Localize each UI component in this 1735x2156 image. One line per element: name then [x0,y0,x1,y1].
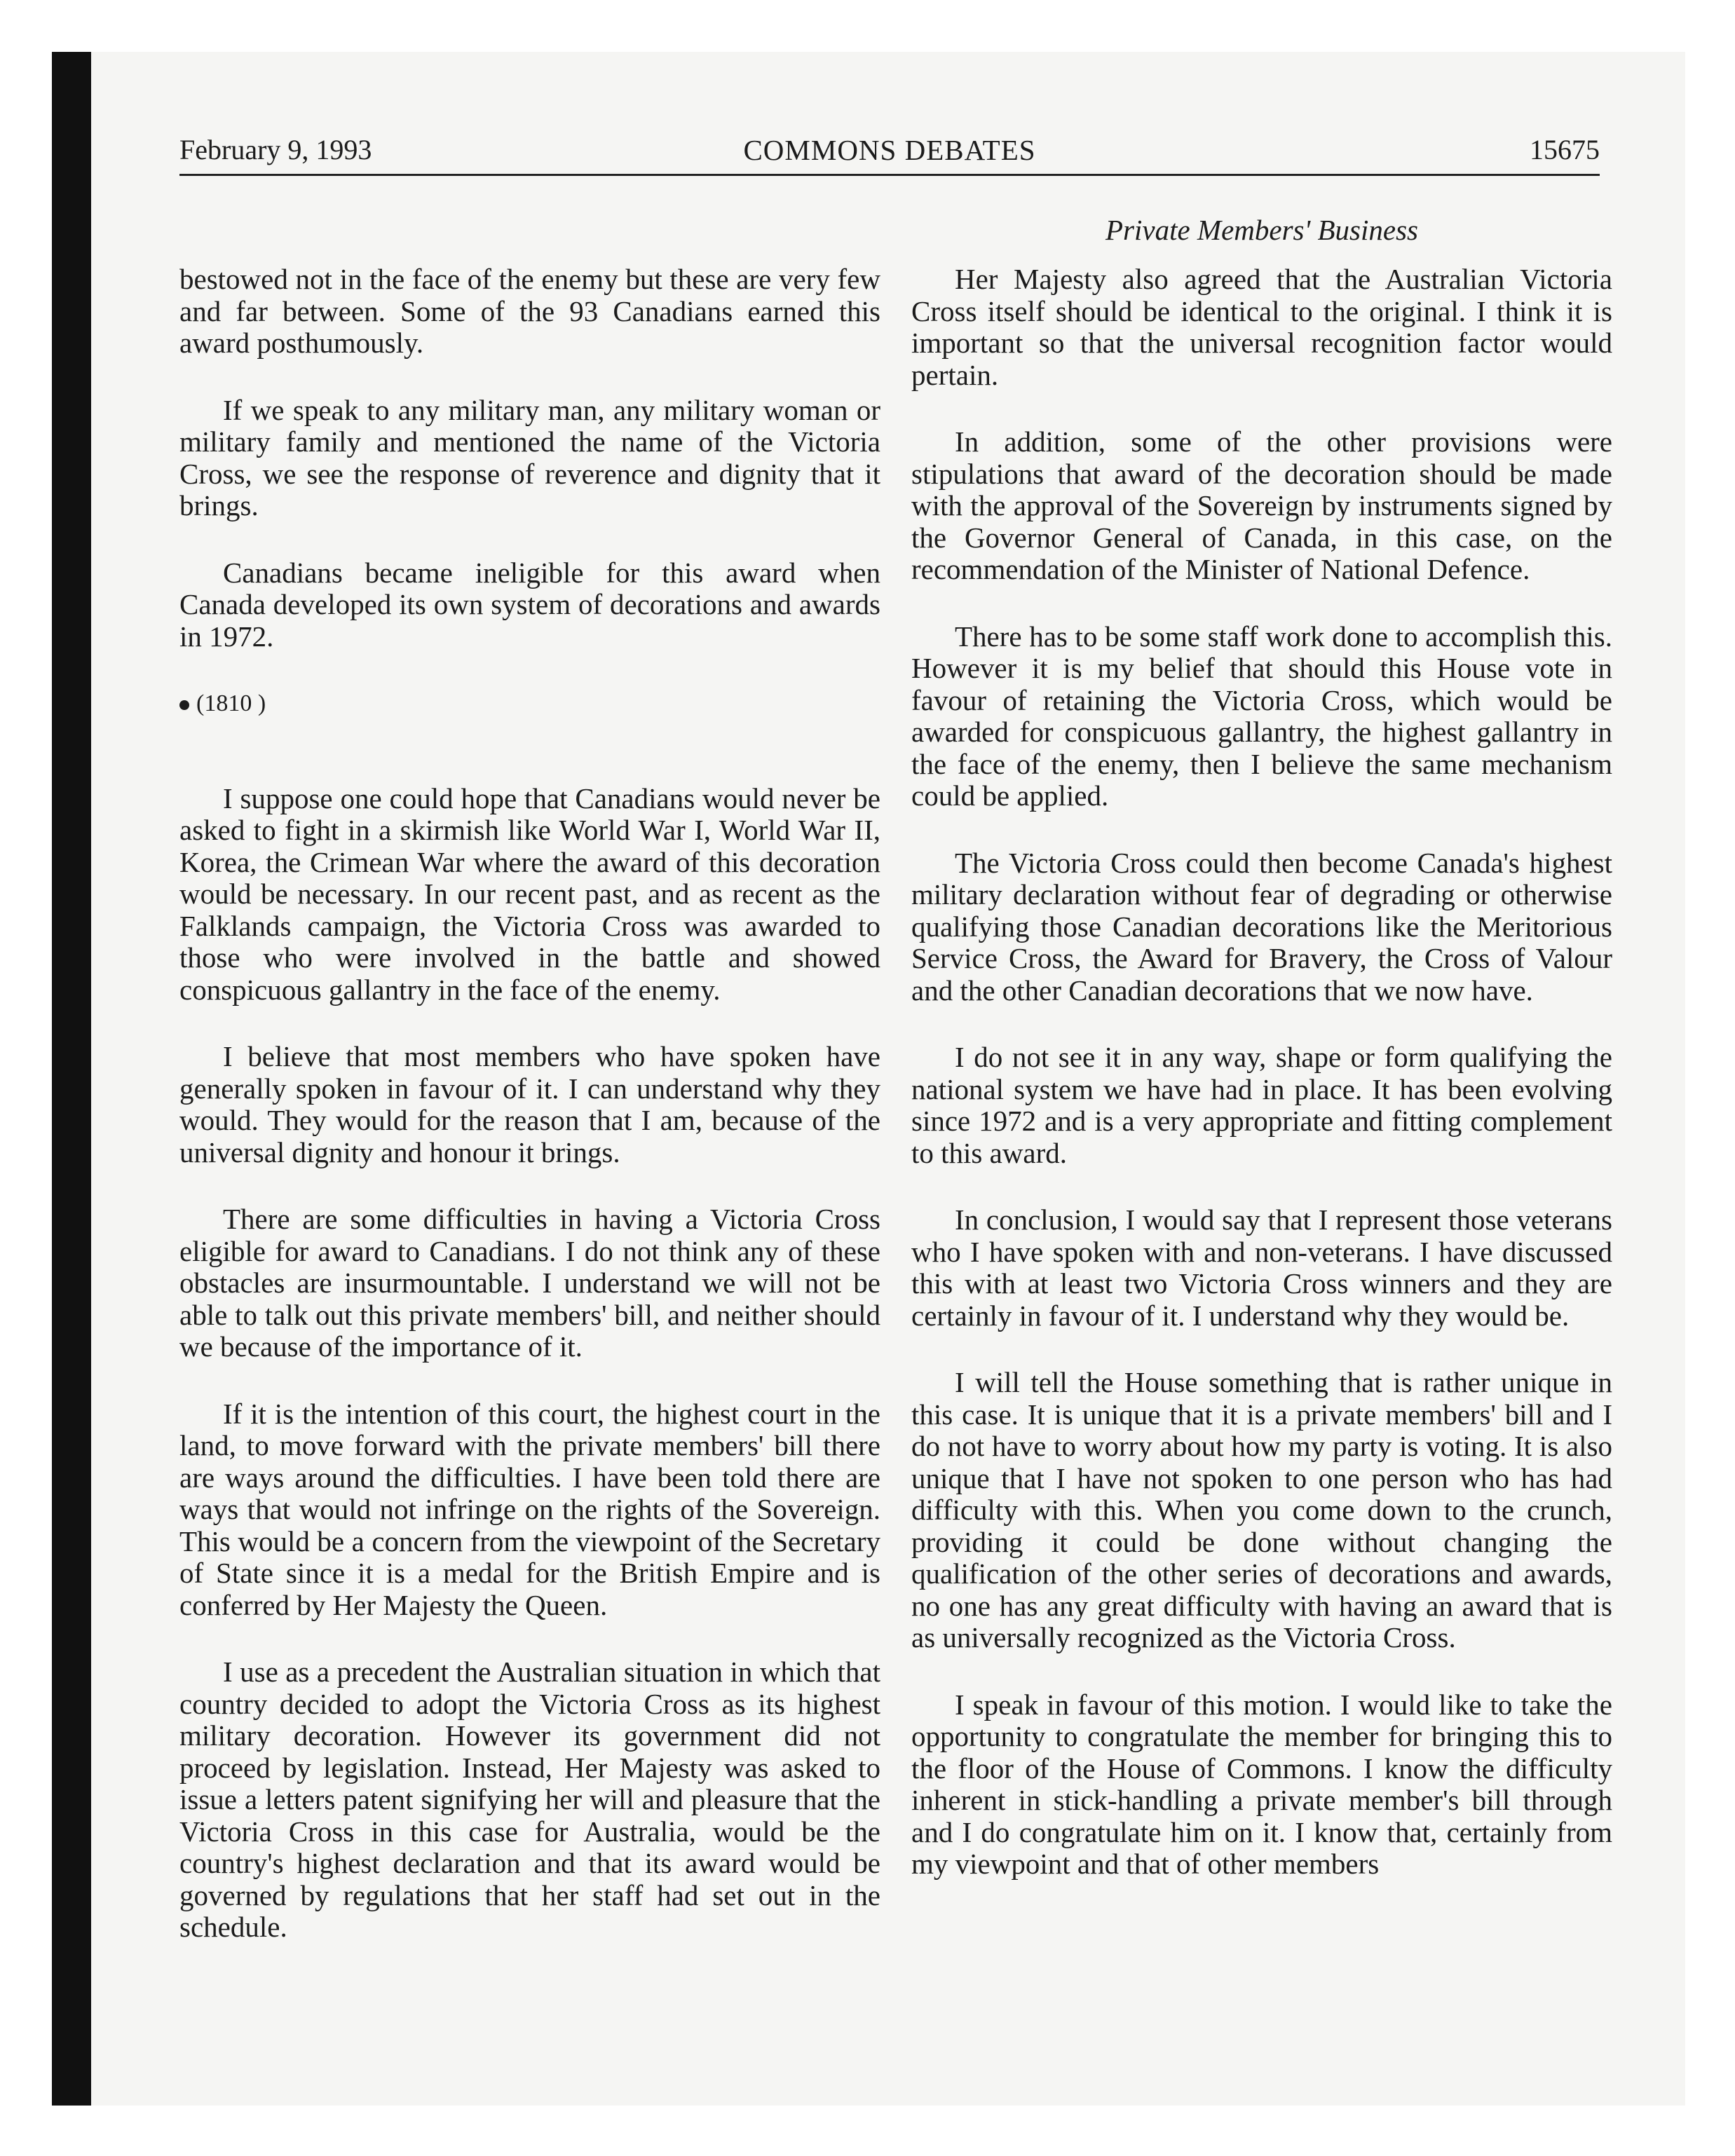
paragraph: There are some difficulties in having a Victoria Cross eligible for award to Canadians. I do not think any of these obstacles are insurmountable. I understand we will not be able to talk out this private members' bill, and neither should we because of the importance of it. [179,1203,880,1363]
paragraph: I do not see it in any way, shape or form qualifying the national system we have had in place. It has been evolving since 1972 and is a very appropriate and fitting complement to this award. [911,1041,1612,1169]
paragraph: In addition, some of the other provisions were stipulations that award of the decoration should be made with the approval of the Sovereign by instruments signed by the Governor General of Canada, in this case, on the recommendation of the Minister of National Defence. [911,425,1612,585]
bullet-icon [179,700,189,710]
right-column [911,264,1612,1916]
paragraph: There has to be some staff work done to accomplish this. However it is my belief that should this House vote in favour of retaining the Victoria Cross, which would be awarded for conspicuous gallantry, the highest gallantry in the face of the enemy, then I believe the same mechanism could be applied. [911,620,1612,812]
left-column [179,264,880,1979]
paragraph: Her Majesty also agreed that the Australian Victoria Cross itself should be identical to the original. I think it is important so that the universal recognition factor would pertain. [911,263,1612,391]
time-marker [179,688,880,720]
paragraph: The Victoria Cross could then become Canada's highest military declaration without fear of degrading or otherwise qualifying those Canadian decorations like the Meritorious Service Cross, the Award for Bravery, the Cross of Valour and the other Canadian decorations that we now have. [911,846,1612,1007]
time-marker-text: (1810 ) [196,690,266,716]
paragraph: If it is the intention of this court, the highest court in the land, to move forward with the private members' bill there are ways around the difficulties. I have been told there are ways that would not infringe on the rights of the Sovereign. This would be a concern from the viewpoint of the Secretary of State since it is a medal for the British Empire and is conferred by Her Majesty the Queen. [179,1397,880,1621]
paragraph: I use as a precedent the Australian situation in which that country decided to adopt the Victoria Cross as its highest military decoration. However its government did not proceed by legislation. Instead, Her Majesty was asked to issue a letters patent signifying her will and pleasure that the Victoria Cross in this case for Australia, would be the country's highest declaration and that its award would be governed by regulations that her staff had set out in the schedule. [179,1656,880,1943]
paragraph: I speak in favour of this motion. I would like to take the opportunity to congratulate the member for bringing this to the floor of the House of Commons. I know the difficulty inherent in stick-handling a private member's bill through and I do congratulate him on it. I know that, certainly from my viewpoint and that of other members [911,1688,1612,1880]
paragraph: bestowed not in the face of the enemy but these are very few and far between. Some of the 93 Canadians earned this award posthumously. [179,263,880,359]
header-page-number: 15675 [1530,134,1600,165]
header-date: February 9, 1993 [179,134,372,165]
header-title: COMMONS DEBATES [743,134,1036,166]
paragraph: Canadians became ineligible for this award when Canada developed its own system of decorations and awards in 1972. [179,556,880,653]
paragraph: I will tell the House something that is rather unique in this case. It is unique that it is a private members' bill and I do not have to worry about how my party is voting. It is also unique that I have not spoken to one person who has had difficulty with this. When you come down to the crunch, providing it could be done without changing the qualification of the other series of decorations and awards, no one has any great difficulty with having an award that is as universally recognized as the Victoria Cross. [911,1366,1612,1653]
paragraph: I suppose one could hope that Canadians would never be asked to fight in a skirmish like World War I, World War II, Korea, the Crimean War where the award of this decoration would be necessary. In our recent past, and as recent as the Falklands campaign, the Victoria Cross was awarded to those who were involved in the battle and showed conspicuous gallantry in the face of the enemy. [179,782,880,1006]
paragraph: I believe that most members who have spoken have generally spoken in favour of it. I can understand why they would. They would for the reason that I am, because of the universal dignity and honour it brings. [179,1040,880,1168]
section-heading: Private Members' Business [1105,214,1418,246]
paragraph: In conclusion, I would say that I represent those veterans who I have spoken with and non-veterans. I have discussed this with at least two Victoria Cross winners and they are certainly in favour of it. I understand why they would be. [911,1203,1612,1332]
scan-edge-shadow [52,52,91,2106]
paragraph: If we speak to any military man, any military woman or military family and mentioned the name of the Victoria Cross, we see the response of reverence and dignity that it brings. [179,393,880,521]
running-head [179,133,1600,175]
header-rule [179,174,1600,176]
